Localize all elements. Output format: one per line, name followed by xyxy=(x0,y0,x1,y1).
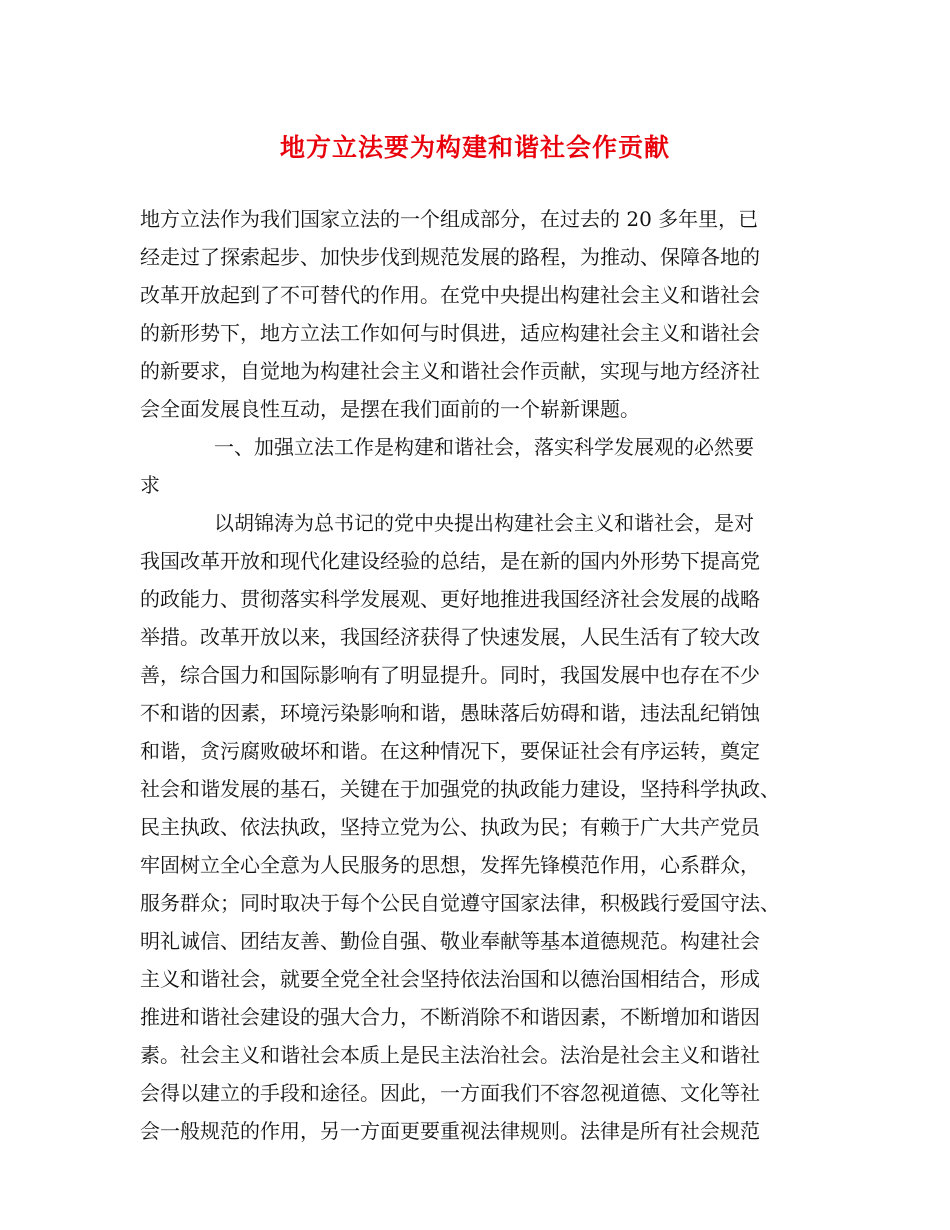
paragraph-line: 素。社会主义和谐社会本质上是民主法治社会。法治是社会主义和谐社 xyxy=(140,1043,760,1067)
paragraph-line: 社会和谐发展的基石，关键在于加强党的执政能力建设，坚持科学执政、 xyxy=(140,777,780,801)
paragraph-line: 以胡锦涛为总书记的党中央提出构建社会主义和谐社会，是对 xyxy=(214,511,754,535)
document-title: 地方立法要为构建和谐社会作贡献 xyxy=(279,133,670,162)
paragraph-line: 会一般规范的作用，另一方面更要重视法律规则。法律是所有社会规范 xyxy=(140,1119,760,1143)
document-body xyxy=(140,200,830,1150)
paragraph-line: 服务群众；同时取决于每个公民自觉遵守国家法律，积极践行爱国守法、 xyxy=(140,891,780,915)
paragraph-line: 的新要求，自觉地为构建社会主义和谐社会作贡献，实现与地方经济社 xyxy=(140,359,760,383)
paragraph-line: 举措。改革开放以来，我国经济获得了快速发展，人民生活有了较大改 xyxy=(140,625,760,649)
paragraph-line: 会全面发展良性互动，是摆在我们面前的一个崭新课题。 xyxy=(140,397,640,421)
paragraph-line: 经走过了探索起步、加快步伐到规范发展的路程，为推动、保障各地的 xyxy=(140,245,760,269)
section-heading-line: 一、加强立法工作是构建和谐社会，落实科学发展观的必然要 xyxy=(214,435,754,459)
paragraph-line: 的新形势下，地方立法工作如何与时俱进，适应构建社会主义和谐社会 xyxy=(140,321,760,345)
paragraph-line: 改革开放起到了不可替代的作用。在党中央提出构建社会主义和谐社会 xyxy=(140,283,760,307)
paragraph-line: 明礼诚信、团结友善、勤俭自强、敬业奉献等基本道德规范。构建社会 xyxy=(140,929,760,953)
paragraph-line: 我国改革开放和现代化建设经验的总结，是在新的国内外形势下提高党 xyxy=(140,549,760,573)
paragraph-line: 主义和谐社会，就要全党全社会坚持依法治国和以德治国相结合，形成 xyxy=(140,967,760,991)
paragraph-line: 民主执政、依法执政，坚持立党为公、执政为民；有赖于广大共产党员 xyxy=(140,815,760,839)
paragraph-line: 会得以建立的手段和途径。因此，一方面我们不容忽视道德、文化等社 xyxy=(140,1081,760,1105)
paragraph-line: 推进和谐社会建设的强大合力，不断消除不和谐因素，不断增加和谐因 xyxy=(140,1005,760,1029)
paragraph-line: 善，综合国力和国际影响有了明显提升。同时，我国发展中也存在不少 xyxy=(140,663,760,687)
paragraph-line: 地方立法作为我们国家立法的一个组成部分，在过去的 20 多年里，已 xyxy=(140,207,759,231)
section-heading-line: 求 xyxy=(140,473,160,497)
paragraph-line: 和谐，贪污腐败破坏和谐。在这种情况下，要保证社会有序运转，奠定 xyxy=(140,739,760,763)
paragraph-line: 牢固树立全心全意为人民服务的思想，发挥先锋模范作用，心系群众， xyxy=(140,853,760,877)
paragraph-line: 不和谐的因素，环境污染影响和谐，愚昧落后妨碍和谐，违法乱纪销蚀 xyxy=(140,701,760,725)
paragraph-line: 的政能力、贯彻落实科学发展观、更好地推进我国经济社会发展的战略 xyxy=(140,587,760,611)
